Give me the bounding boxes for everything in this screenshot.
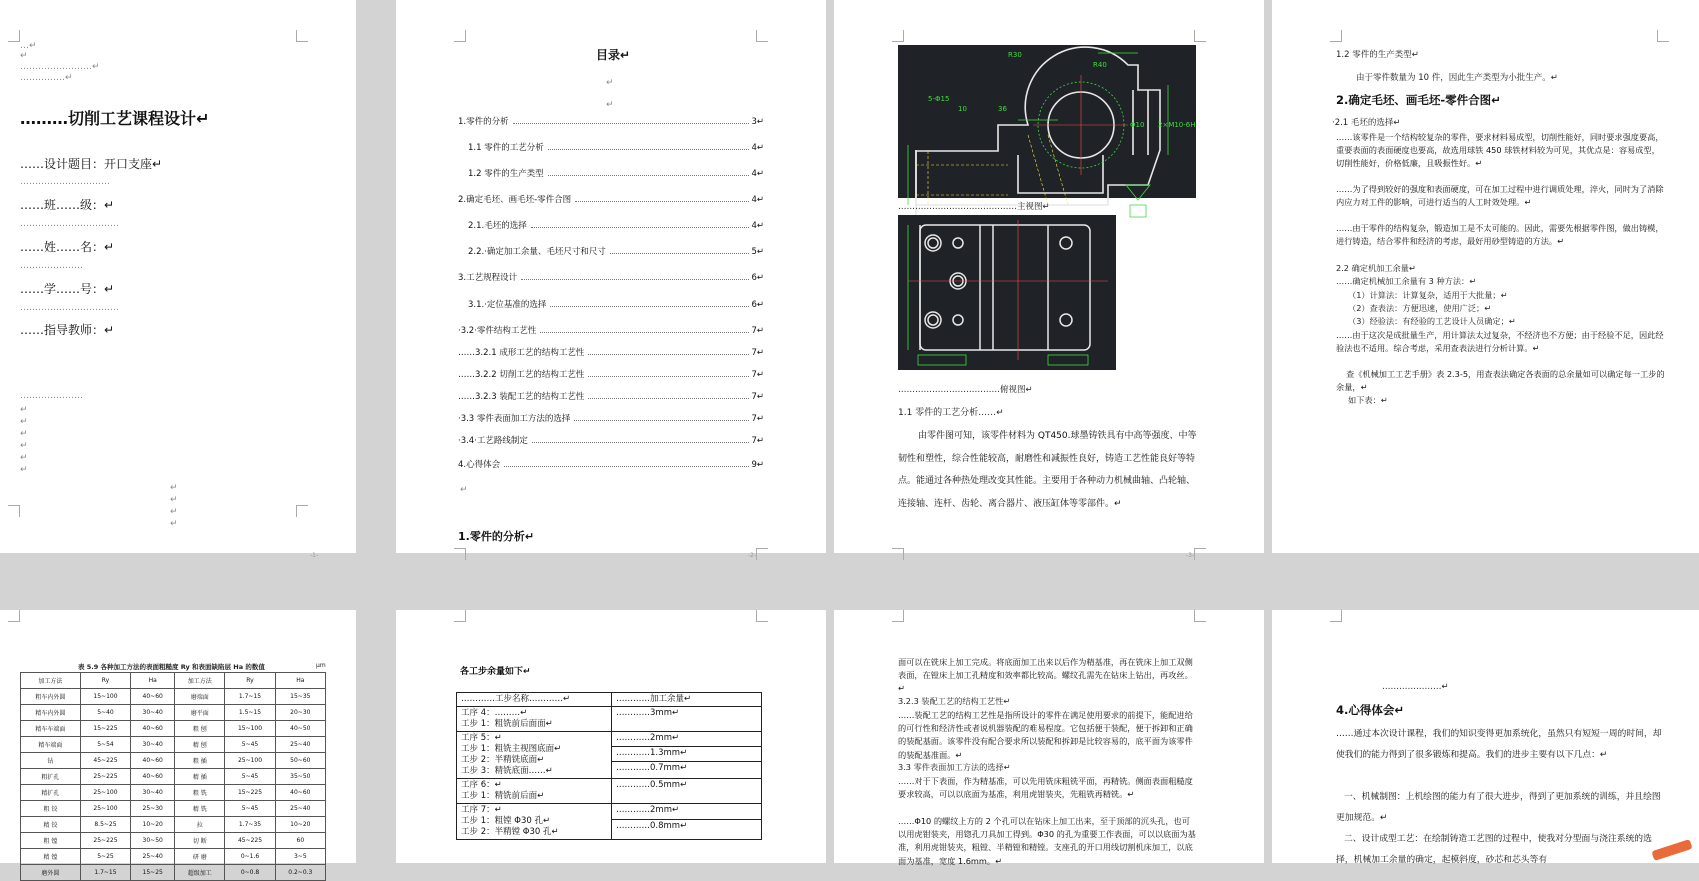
toc-entry-text: 2.2.·确定加工余量、毛坯尺寸和尺寸 xyxy=(468,247,606,257)
paragraph: ……为了得到较好的强度和表面硬度，可在加工过程中进行调质处理，淬火，同时为了消除内应力对工件的影响，可进行适当的人工时效处理。↵ xyxy=(1336,184,1664,208)
table-header: Ha xyxy=(275,673,325,689)
table-cell: 精车内外圆 xyxy=(21,705,81,721)
document-page-roughness-table[interactable] xyxy=(0,610,356,877)
page-corner-mark xyxy=(1330,610,1342,622)
table-cell: 1.7~15 xyxy=(225,689,275,705)
step-cell xyxy=(457,732,612,779)
table-cell: 25~40 xyxy=(131,849,175,865)
table-cell: 30~40 xyxy=(131,785,175,801)
allowance-cell xyxy=(612,707,762,732)
section-title: 3.2.3 装配工艺的结构工艺性↵ xyxy=(898,696,1011,706)
table-cell: 磨端面 xyxy=(175,689,225,705)
table-cell: 30~40 xyxy=(131,705,175,721)
table-cell: 20~30 xyxy=(275,705,325,721)
page-corner-mark xyxy=(892,610,904,622)
svg-text:36: 36 xyxy=(998,105,1007,113)
svg-text:10: 10 xyxy=(958,105,967,113)
allowance-value: …………1.3mm↵ xyxy=(612,747,761,762)
toc-entry[interactable] xyxy=(468,296,764,310)
table-cell: 25~100 xyxy=(80,801,130,817)
toc-entry[interactable] xyxy=(468,243,764,257)
table-cell: 切 断 xyxy=(175,833,225,849)
table-row xyxy=(21,833,326,849)
field-label: ……学……号： xyxy=(20,282,105,296)
paragraph: ……通过本次设计课程，我们的知识变得更加系统化，虽然只有短短一周的时间，却使我们的能力得到了很多锻炼和提高。我们的进步主要有以下几点：↵ xyxy=(1336,729,1662,760)
dots: ………………… xyxy=(20,391,83,401)
table-cell: 40~60 xyxy=(275,785,325,801)
toc-entry-text: 4.心得体会 xyxy=(458,460,501,470)
table-cell: 粗扩孔 xyxy=(21,769,81,785)
toc-entry-text: 1.2 零件的生产类型 xyxy=(468,169,544,179)
table-cell: 粗 镗 xyxy=(21,833,81,849)
table-row xyxy=(21,689,326,705)
document-page-process[interactable] xyxy=(834,610,1264,866)
step-cell xyxy=(457,779,612,804)
toc-entry-text: ·3.3 零件表面加工方法的选择 xyxy=(458,414,571,424)
table-cell: 25~30 xyxy=(131,801,175,817)
paragraph: 二、设计成型工艺：在绘制铸造工艺图的过程中，使我对分型面与浇注系统的选择，机械加工余量的确定，起模斜度，砂芯和芯头等有 xyxy=(1336,834,1652,865)
table-cell: 15~225 xyxy=(80,721,130,737)
page-corner-mark xyxy=(892,30,904,42)
step-line: 工步 3：精铣底面……↵ xyxy=(461,766,553,776)
toc-entry-text: ……3.2.3 装配工艺的结构工艺性 xyxy=(458,392,585,402)
table-cell: 钻 xyxy=(21,753,81,769)
document-page-reflection[interactable] xyxy=(1272,610,1699,863)
step-line: 工步 2：半精镗 Φ30 孔↵ xyxy=(461,827,559,837)
paragraph-mark: …↵ xyxy=(20,41,37,51)
table-row xyxy=(457,707,762,732)
toc-entry-text: ·3.4·工艺路线制定 xyxy=(458,436,528,446)
allowance-value: …………0.7mm↵ xyxy=(616,763,688,773)
field-class xyxy=(20,196,114,213)
paragraph: ……由于这次是成批量生产，用计算法太过复杂，不经济也不方便；由于经验不足，因此经验法也不适用。综合考虑，采用查表法进行分析计算。↵ xyxy=(1336,330,1664,354)
toc-entry-text: 1.1 零件的工艺分析 xyxy=(468,143,544,153)
table-cell: 研 磨 xyxy=(175,849,225,865)
step-line: 工步 1：粗铣前后面面↵ xyxy=(461,719,553,729)
paragraph-mark: ↵ xyxy=(460,485,468,495)
toc-entry[interactable] xyxy=(458,388,764,402)
page-corner-mark xyxy=(296,505,308,517)
table-cell: 超级加工 xyxy=(175,865,225,881)
toc-entry-page: 9↵ xyxy=(751,460,764,470)
step-line: 工序 6：↵ xyxy=(461,780,502,790)
table-row xyxy=(21,721,326,737)
table-header: Ry xyxy=(80,673,130,689)
table-cell: 30~50 xyxy=(131,833,175,849)
table-cell: 1.5~15 xyxy=(225,705,275,721)
section-title: 1.2 零件的生产类型↵ xyxy=(1336,50,1419,60)
toc-entry-text: ……3.2.1 成形工艺的结构工艺性 xyxy=(458,348,585,358)
table-cell: 精扩孔 xyxy=(21,785,81,801)
table-cell: 精 铣 xyxy=(175,801,225,817)
paragraph: 一、机械制图：上机绘图的能力有了很大进步，得到了更加系统的训练，并且绘图更加规范。↵ xyxy=(1336,792,1661,823)
section-heading: 4.心得体会↵ xyxy=(1336,703,1405,717)
table-cell: 45~225 xyxy=(80,753,130,769)
document-page-allowance[interactable] xyxy=(396,610,826,863)
table-cell: 15~100 xyxy=(225,721,275,737)
toc-entry-page: 6↵ xyxy=(751,273,764,283)
toc-entry[interactable] xyxy=(458,322,764,336)
table-cell: 25~100 xyxy=(225,753,275,769)
step-cell xyxy=(457,707,612,732)
paragraph: ……确定机械加工余量有 3 种方法：↵ xyxy=(1336,276,1477,286)
svg-text:R30: R30 xyxy=(1008,51,1022,59)
page-corner-mark xyxy=(8,610,20,622)
paragraph: ……由于零件的结构复杂，锻造加工是不太可能的。因此，需要先根据零件图，做出铸模，进行铸造，结合零件和经济的考虑，最好用砂型铸造的方法。↵ xyxy=(1336,223,1664,247)
paragraph-mark: ……………↵ xyxy=(20,73,73,83)
toc-entry-page: 3↵ xyxy=(751,117,764,127)
allowance-value: …………3mm↵ xyxy=(616,708,680,718)
table-cell: 40~60 xyxy=(131,753,175,769)
table-cell: 精 镗 xyxy=(21,849,81,865)
page-corner-mark xyxy=(1657,30,1669,42)
table-cell: 1.7~35 xyxy=(225,817,275,833)
paragraph-marks: ↵ ↵ xyxy=(606,78,614,110)
toc-entry[interactable] xyxy=(458,366,764,380)
toc-entry-text: 3.1.·定位基准的选择 xyxy=(468,300,547,310)
dots: …………………………… xyxy=(20,219,119,229)
method-item: （3）经验法：有经验的工艺设计人员确定；↵ xyxy=(1348,316,1516,326)
table-cell: 45~225 xyxy=(225,833,275,849)
table-cell: 5~45 xyxy=(225,769,275,785)
table-cell: 精车车端面 xyxy=(21,721,81,737)
table-row xyxy=(21,865,326,881)
section-heading: 2.确定毛坯、画毛坯-零件合图↵ xyxy=(1336,93,1501,107)
field-name xyxy=(20,238,114,255)
toc-entry-page: 4↵ xyxy=(751,143,764,153)
toc-entry-page: 6↵ xyxy=(751,300,764,310)
toc-entry-text: 2.确定毛坯、画毛坯-零件合图 xyxy=(458,195,572,205)
table-cell: 拉 xyxy=(175,817,225,833)
page-corner-mark xyxy=(892,548,904,560)
table-cell: 粗 插 xyxy=(175,753,225,769)
table-cell: 粗 刨 xyxy=(175,721,225,737)
paragraph-mark: ……………………↵ xyxy=(20,62,100,72)
table-header: Ha xyxy=(131,673,175,689)
toc-entry[interactable] xyxy=(458,191,764,205)
paragraph: 由于零件数量为 10 件，因此生产类型为小批生产。↵ xyxy=(1356,73,1558,83)
table-cell: 35~50 xyxy=(275,769,325,785)
field-label: ……设计题目： xyxy=(20,157,105,171)
field-label: ……姓……名： xyxy=(20,240,105,254)
toc-entry-text: ……3.2.2 切削工艺的结构工艺性 xyxy=(458,370,585,380)
paragraph: ……对于下表面，作为精基准，可以先用铣床粗铣平面，再精铣。侧面表面粗糙度要求较高，可以以底面为基准，利用虎钳装夹，先粗铣再精铣。↵ xyxy=(898,776,1193,800)
top-view-drawing xyxy=(898,215,1116,370)
table-cell: 磨外圆 xyxy=(21,865,81,881)
section-heading: 1.零件的分析↵ xyxy=(458,530,535,543)
field-student-id xyxy=(20,280,114,297)
page-corner-mark xyxy=(1194,30,1206,42)
table-cell: 0.2~0.3 xyxy=(275,865,325,881)
page-number: -2- xyxy=(748,552,757,559)
table-caption: 表 5.9 各种加工方法的表面粗糙度 Ry 和表面缺陷层 Ha 的数值 xyxy=(78,663,265,671)
table-row xyxy=(21,801,326,817)
table-row xyxy=(21,705,326,721)
paragraph: ……装配工艺的结构工艺性是指所设计的零件在满足使用要求的前提下，能配进给的可行性和经济性或者说机器装配的难易程度。它包括便于装配，便于拆卸和正确的装配基面。该零件没有配合要求所以装配和拆卸是比较容易的，底平面为该零件的装配基准面。↵ xyxy=(898,710,1193,760)
top-view-caption: ………………………………俯视图↵ xyxy=(898,385,1033,395)
table-cell: 50~60 xyxy=(275,753,325,769)
document-page-drawings[interactable] xyxy=(834,0,1264,559)
dots: …………………↵ xyxy=(1382,682,1449,692)
field-value: ↵ xyxy=(104,323,115,337)
paragraph: 面可以在铣床上加工完成。将底面加工出来以后作为精基准，再在铣床上加工双侧表面，在镗床上加工孔精度和效率都比较高。螺纹孔需先在钻床上钻出，再攻丝。↵ xyxy=(898,657,1193,694)
cover-title: ………切削工艺课程设计↵ xyxy=(20,109,210,128)
table-cell: 15~25 xyxy=(131,865,175,881)
field-advisor xyxy=(20,321,114,338)
step-cell xyxy=(457,804,612,840)
table-cell: 25~100 xyxy=(80,785,130,801)
table-cell: 0~0.8 xyxy=(225,865,275,881)
table-cell: 3~5 xyxy=(275,849,325,865)
table-cell: 5~45 xyxy=(225,737,275,753)
allowance-value: …………2mm↵ xyxy=(612,804,761,820)
field-project xyxy=(20,155,162,172)
toc-entry-text: 3.工艺规程设计 xyxy=(458,273,518,283)
dots: …………………………… xyxy=(20,303,119,313)
allowance-value: …………0.5mm↵ xyxy=(616,780,688,790)
table-cell: 1.7~15 xyxy=(80,865,130,881)
allowance-cell xyxy=(612,779,762,804)
table-cell: 粗 铰 xyxy=(21,801,81,817)
svg-text:2×M10-6H: 2×M10-6H xyxy=(1158,121,1196,129)
page-corner-mark xyxy=(454,548,466,560)
table-row xyxy=(457,804,762,840)
toc-entry-page: 7↵ xyxy=(751,326,764,336)
toc-entry[interactable] xyxy=(458,113,764,127)
toc-entry[interactable] xyxy=(458,269,764,283)
page-number: -1- xyxy=(310,552,319,559)
paragraph-marks: ↵ ↵ ↵ ↵ xyxy=(170,483,178,529)
toc-entry[interactable] xyxy=(468,217,764,231)
table-cell: 精车端面 xyxy=(21,737,81,753)
table-cell: 15~100 xyxy=(80,689,130,705)
table-row xyxy=(21,785,326,801)
front-view-drawing xyxy=(898,45,1196,198)
allowance-table xyxy=(456,692,762,840)
page-corner-mark xyxy=(1194,610,1206,622)
toc-entry-page: 7↵ xyxy=(751,436,764,446)
toc-entry-text: 1.零件的分析 xyxy=(458,117,509,127)
section-title: 1.1 零件的工艺分析……↵ xyxy=(898,408,1004,418)
toc-entry-text: ·3.2·零件结构工艺性 xyxy=(458,326,537,336)
table-cell: 30~40 xyxy=(131,737,175,753)
page-corner-mark xyxy=(8,505,20,517)
table-header: …………加工余量↵ xyxy=(612,693,762,707)
table-cell: 40~50 xyxy=(275,721,325,737)
step-line: 工步 2：半精铣底面↵ xyxy=(461,755,545,765)
step-line: 工序 4：………↵ xyxy=(461,708,528,718)
table-row xyxy=(21,817,326,833)
table-header: …………工步名称…………↵ xyxy=(457,693,612,707)
table-cell: 精 插 xyxy=(175,769,225,785)
table-row xyxy=(457,779,762,804)
table-row xyxy=(21,737,326,753)
field-value: ↵ xyxy=(104,282,115,296)
document-page-blank-selection[interactable] xyxy=(1272,0,1699,553)
toc-entry-page: 4↵ xyxy=(751,169,764,179)
toc-entry-page: 7↵ xyxy=(751,370,764,380)
page-corner-mark xyxy=(8,30,20,42)
svg-text:5-Φ15: 5-Φ15 xyxy=(928,95,950,103)
page-corner-mark xyxy=(1194,548,1206,560)
table-cell: 60 xyxy=(275,833,325,849)
toc-entry[interactable] xyxy=(468,139,764,153)
table-cell: 磨平面 xyxy=(175,705,225,721)
field-label: ……指导教师： xyxy=(20,323,105,337)
step-line: 工序 5：↵ xyxy=(461,733,502,743)
table-row xyxy=(457,732,762,779)
step-line: 工步 1：粗镗 Φ30 孔↵ xyxy=(461,816,551,826)
dots: ………………………… xyxy=(20,177,110,187)
paragraph: 如下表：↵ xyxy=(1348,395,1388,405)
table-cell: 40~60 xyxy=(131,689,175,705)
table-header-row xyxy=(457,693,762,707)
document-page-toc[interactable] xyxy=(396,0,826,559)
svg-text:Φ10: Φ10 xyxy=(1130,121,1145,129)
table-cell: 25~40 xyxy=(275,801,325,817)
toc-entry-text: 2.1.毛坯的选择 xyxy=(468,221,527,231)
toc-entry[interactable] xyxy=(458,456,764,470)
allowance-value: …………0.8mm↵ xyxy=(616,821,688,831)
table-cell: 5~45 xyxy=(225,801,275,817)
table-row xyxy=(21,769,326,785)
table-cell: 8.5~25 xyxy=(80,817,130,833)
table-header: 加工方法 xyxy=(21,673,81,689)
section-title: ·2.1 毛坯的选择↵ xyxy=(1332,118,1401,128)
body-paragraph: 由零件图可知，该零件材料为 QT450.球墨铸铁具有中高等强度、中等韧性和塑性，综合性能较高，耐磨性和减振性良好，铸造工艺性能良好等特点。能通过各种热处理改变其性能。主要用于各种动力机械曲轴、凸轮轴、连接轴、连杆、齿轮、离合器片、液压缸体等零部件。↵ xyxy=(898,431,1197,509)
table-cell: 5~54 xyxy=(80,737,130,753)
table-cell: 0~1.6 xyxy=(225,849,275,865)
paragraph: ……Φ10 的螺纹上方的 2 个孔可以在钻床上加工出来，至于顶部的沉头孔，也可以用虎钳装夹，用锪孔刀具加工得到。Φ30 的孔为重要工作表面，可以以底面为基准，利用虎钳装夹，粗镗、半精镗和精镗。支座孔的开口用线切割机床加工，以底面为基准，宽度 1.6mm。↵ xyxy=(898,816,1196,866)
allowance-value: …………2mm↵ xyxy=(612,732,761,747)
step-line: 工步 1：粗铣主视图底面↵ xyxy=(461,744,562,754)
field-label: ……班……级： xyxy=(20,198,105,212)
table-cell: 40~60 xyxy=(131,721,175,737)
table-cell: 粗车内外圆 xyxy=(21,689,81,705)
table-cell: 5~25 xyxy=(80,849,130,865)
toc-entry[interactable] xyxy=(458,432,764,446)
table-cell: 25~40 xyxy=(275,737,325,753)
table-cell: 40~60 xyxy=(131,769,175,785)
table-cell: 10~20 xyxy=(275,817,325,833)
page-corner-mark xyxy=(1330,30,1342,42)
table-cell: 5~40 xyxy=(80,705,130,721)
table-header: 加工方法 xyxy=(175,673,225,689)
page-corner-mark xyxy=(454,30,466,42)
table-cell: 15~225 xyxy=(225,785,275,801)
table-unit: μm xyxy=(316,662,326,669)
field-value: ↵ xyxy=(104,240,115,254)
page-corner-mark xyxy=(756,610,768,622)
document-page-cover[interactable] xyxy=(0,0,356,559)
toc-entry[interactable] xyxy=(458,410,764,424)
svg-text:R40: R40 xyxy=(1093,61,1107,69)
paragraph-marks: ↵ ↵ ↵ ↵ ↵ ↵ xyxy=(20,405,28,475)
page-corner-mark xyxy=(756,30,768,42)
toc-entry-page: 4↵ xyxy=(751,221,764,231)
page-number: -3- xyxy=(1186,552,1195,559)
table-cell: 15~35 xyxy=(275,689,325,705)
toc-title: 目录↵ xyxy=(596,48,631,62)
allowance-cell xyxy=(612,732,762,779)
toc-entry-page: 7↵ xyxy=(751,414,764,424)
step-line: 工序 7：↵ xyxy=(461,805,502,815)
allowance-cell xyxy=(612,804,762,840)
toc-entry-page: 7↵ xyxy=(751,392,764,402)
table-cell: 25~225 xyxy=(80,769,130,785)
toc-entry-page: 4↵ xyxy=(751,195,764,205)
roughness-table xyxy=(20,672,326,881)
paragraph-mark: ↵ xyxy=(20,51,28,61)
page-corner-mark xyxy=(756,548,768,560)
table-cell: 精 刨 xyxy=(175,737,225,753)
toc-entry-page: 7↵ xyxy=(751,348,764,358)
table-title: 各工步余量如下↵ xyxy=(460,667,531,677)
toc-entry[interactable] xyxy=(468,165,764,179)
dots: ………………… xyxy=(20,261,83,271)
page-corner-mark xyxy=(296,30,308,42)
paragraph: ……该零件是一个结构较复杂的零件，要求材料易成型，切削性能好，同时要求强度要高，重要表面的表面硬度也要高，故选用球铁 450 球铁材料较为可见，其优点是：容易成型，切削性能好，价格低廉，且吸振性好。↵ xyxy=(1336,132,1664,169)
page-corner-mark xyxy=(454,610,466,622)
method-item: （2）查表法：方便迅速，使用广泛；↵ xyxy=(1348,303,1492,313)
table-row xyxy=(21,849,326,865)
paragraph: 查《机械加工工艺手册》表 2.3-5，用查表法确定各表面的总余量如可以确定每一工步的余量，↵ xyxy=(1336,369,1665,393)
field-value: 开口支座↵ xyxy=(104,157,163,171)
table-cell: 精 铰 xyxy=(21,817,81,833)
step-line: 工步 1：精铣前后面↵ xyxy=(461,791,545,801)
table-header: Ry xyxy=(225,673,275,689)
toc-entry-page: 5↵ xyxy=(751,247,764,257)
method-item: （1）计算法：计算复杂，适用于大批量；↵ xyxy=(1348,290,1508,300)
field-value: ↵ xyxy=(104,198,115,212)
section-title: 3.3 零件表面加工方法的选择↵ xyxy=(898,762,1011,772)
toc-entry[interactable] xyxy=(458,344,764,358)
front-view-caption: ……………………………………主视图↵ xyxy=(898,202,1050,212)
section-title: 2.2 确定机加工余量↵ xyxy=(1336,263,1416,273)
table-row xyxy=(21,753,326,769)
table-cell: 粗 铣 xyxy=(175,785,225,801)
table-cell: 10~20 xyxy=(131,817,175,833)
table-cell: 25~225 xyxy=(80,833,130,849)
table-header-row xyxy=(21,673,326,689)
